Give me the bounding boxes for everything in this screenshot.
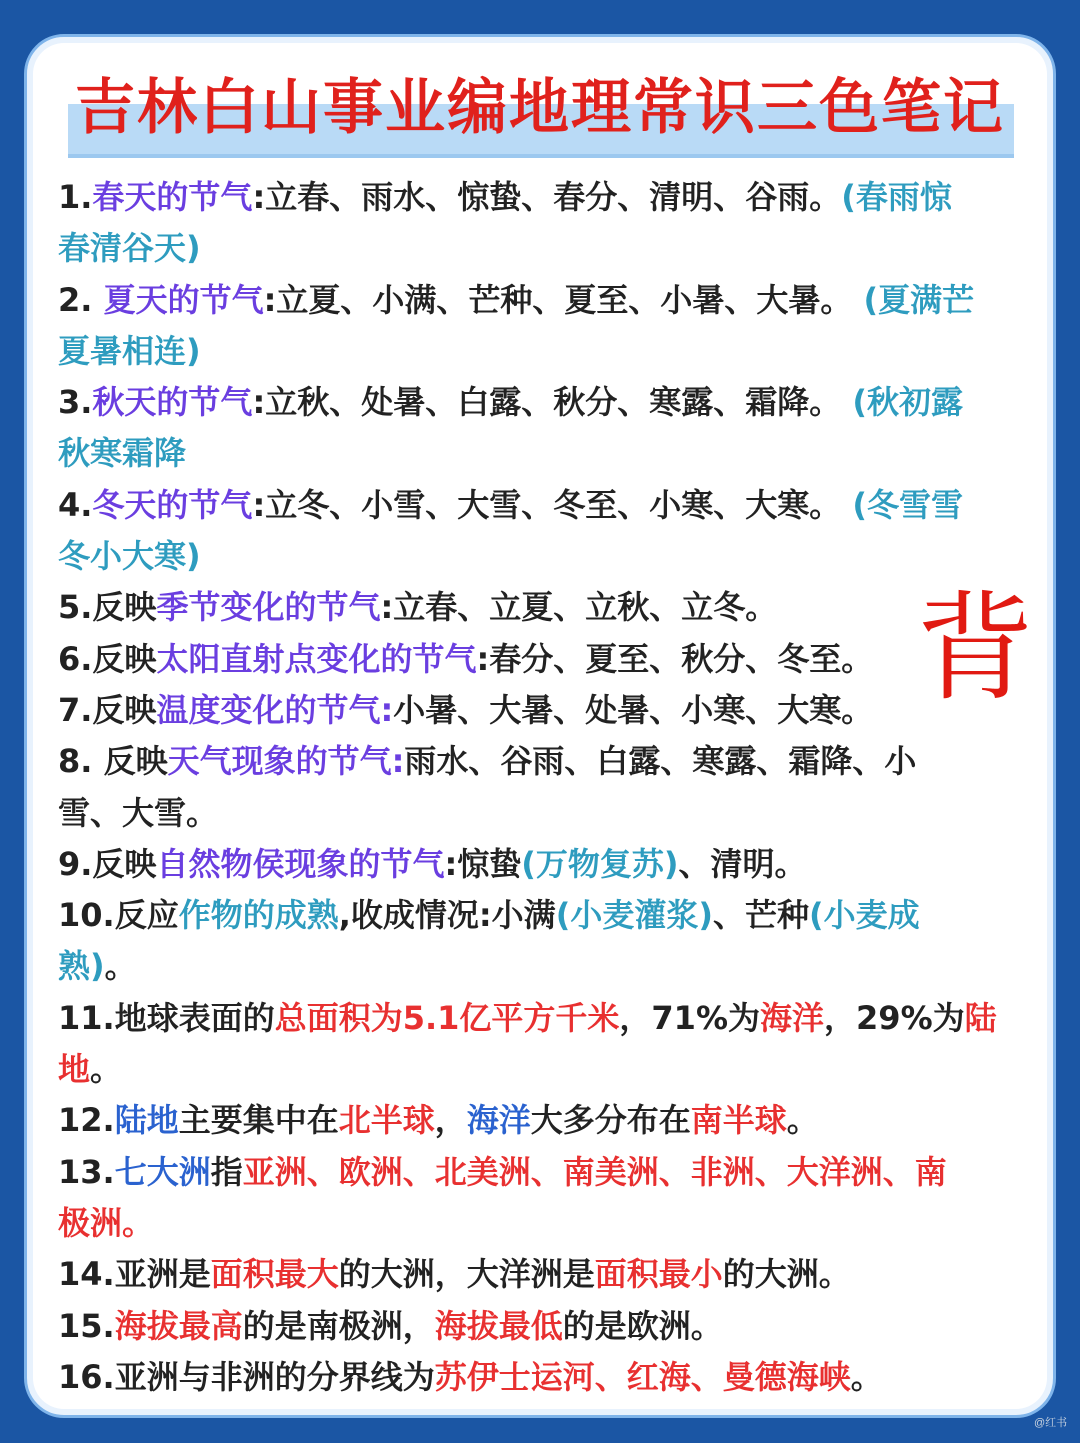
- note-segment: 16.亚洲与非洲的分界线为: [58, 1357, 435, 1396]
- note-segment: ，71%为: [619, 998, 761, 1037]
- note-segment: 春清谷天): [58, 229, 201, 268]
- note-segment: 秋天的节气: [92, 383, 253, 422]
- note-segment: 8. 反映: [58, 742, 168, 781]
- note-line: [58, 1044, 1018, 1095]
- note-segment: 夏天的节气: [103, 280, 264, 319]
- note-segment: 5.反映: [58, 588, 157, 627]
- note-segment: 1.: [58, 178, 93, 216]
- note-line: [58, 1301, 1018, 1352]
- note-line: [58, 685, 1018, 736]
- note-segment: 季节变化的节气: [156, 588, 381, 627]
- note-segment: 的大洲，大洋洲是: [338, 1255, 595, 1294]
- note-segment: 。: [850, 1357, 883, 1396]
- note-segment: 9.反映: [58, 844, 157, 883]
- note-segment: 春天的节气: [92, 178, 253, 216]
- note-segment: 苏伊士运河、红海、曼德海峡: [434, 1357, 851, 1396]
- note-segment: 陆: [964, 998, 997, 1037]
- note-line: [58, 634, 1018, 685]
- note-line: [58, 172, 1018, 223]
- note-segment: :立秋、处暑、白露、秋分、寒露、霜降。: [252, 383, 853, 422]
- note-segment: 七大洲: [114, 1152, 211, 1191]
- note-segment: 的大洲。: [722, 1255, 851, 1294]
- note-line: [58, 1198, 1018, 1249]
- note-segment: :春分、夏至、秋分、冬至。: [476, 639, 874, 678]
- note-segment: ，29%为: [824, 998, 965, 1037]
- note-segment: 的是欧洲。: [562, 1306, 723, 1345]
- note-line: [58, 1352, 1018, 1403]
- note-line: [58, 531, 1018, 582]
- watermark: @红书: [1034, 1417, 1068, 1429]
- note-segment: 2.: [58, 280, 104, 319]
- note-line: [58, 223, 1018, 274]
- note-line: [58, 1249, 1018, 1300]
- note-segment: 冬小大寒): [58, 537, 201, 576]
- note-segment: 海洋: [760, 998, 825, 1037]
- note-segment: 海拔最高: [114, 1306, 243, 1345]
- note-segment: 15.: [58, 1306, 115, 1345]
- note-segment: 秋寒霜降: [58, 434, 187, 473]
- note-line: [58, 326, 1018, 377]
- note-segment: 南半球: [690, 1101, 787, 1140]
- note-segment: ，: [434, 1101, 467, 1140]
- notes-list: [58, 172, 1018, 1403]
- note-segment: 14.亚洲是: [58, 1255, 211, 1294]
- note-segment: 7.反映: [58, 690, 157, 729]
- note-segment: 11.地球表面的: [58, 998, 275, 1037]
- note-segment: :立夏、小满、芒种、夏至、小暑、大暑。: [263, 280, 864, 319]
- note-segment: 、芒种: [712, 896, 809, 935]
- note-segment: ,收成情况:小满: [338, 896, 556, 935]
- note-segment: 。: [104, 947, 137, 986]
- note-segment: 。: [786, 1101, 819, 1140]
- note-segment: 面积最小: [594, 1255, 723, 1294]
- note-line: [58, 890, 1018, 941]
- note-segment: 自然物侯现象的节气: [156, 844, 445, 883]
- note-segment: (冬雪雪: [852, 485, 964, 524]
- note-segment: 4.: [58, 485, 93, 524]
- note-segment: 雨水、谷雨、白露、寒露、霜降、小: [404, 742, 917, 781]
- note-segment: 温度变化的节气:: [156, 690, 394, 729]
- note-segment: :立春、雨水、惊蛰、春分、清明、谷雨。: [252, 178, 842, 216]
- note-segment: (小麦成: [808, 896, 920, 935]
- note-segment: 12.: [58, 1101, 115, 1140]
- note-line: [58, 582, 1018, 633]
- note-segment: (小麦灌浆): [555, 896, 713, 935]
- note-line: [58, 377, 1018, 428]
- memorize-stamp: 背: [916, 579, 1035, 717]
- note-segment: 海拔最低: [434, 1306, 563, 1345]
- note-segment: 总面积为5.1亿平方千米: [274, 998, 620, 1037]
- note-segment: 熟): [58, 947, 105, 986]
- note-segment: 夏暑相连): [58, 331, 201, 370]
- note-segment: 亚洲、欧洲、北美洲、南美洲、非洲、大洋洲、南: [242, 1152, 947, 1191]
- note-segment: 小暑、大暑、处暑、小寒、大寒。: [393, 690, 874, 729]
- note-line: [58, 428, 1018, 479]
- note-segment: 指: [210, 1152, 243, 1191]
- note-segment: 3.: [58, 383, 93, 422]
- note-segment: 海洋: [466, 1101, 531, 1140]
- note-segment: 6.反映: [58, 639, 157, 678]
- note-line: [58, 1095, 1018, 1146]
- note-segment: 冬天的节气: [92, 485, 253, 524]
- note-line: [58, 1147, 1018, 1198]
- note-line: [58, 788, 1018, 839]
- page-title: 吉林白山事业编地理常识三色笔记: [75, 73, 1005, 143]
- note-segment: :立冬、小雪、大雪、冬至、小寒、大寒。: [252, 485, 853, 524]
- note-segment: 、清明。: [678, 844, 807, 883]
- note-segment: 地: [58, 1050, 91, 1089]
- note-line: [58, 941, 1018, 992]
- note-segment: (秋初露: [852, 383, 964, 422]
- note-segment: 极洲。: [58, 1203, 155, 1242]
- note-segment: 太阳直射点变化的节气: [156, 639, 477, 678]
- note-line: [58, 736, 1018, 787]
- note-segment: 雪、大雪。: [58, 793, 219, 832]
- note-segment: 10.反应: [58, 896, 179, 935]
- note-line: [58, 839, 1018, 890]
- note-segment: 13.: [58, 1152, 115, 1191]
- note-segment: (春雨惊: [841, 178, 952, 216]
- note-segment: 。: [90, 1050, 123, 1089]
- note-segment: 的是南极洲，: [242, 1306, 435, 1345]
- note-segment: :惊蛰: [444, 844, 522, 883]
- note-segment: :立春、立夏、立秋、立冬。: [380, 588, 778, 627]
- note-segment: (万物复苏): [521, 844, 679, 883]
- note-segment: 大多分布在: [530, 1101, 691, 1140]
- note-segment: 主要集中在: [178, 1101, 339, 1140]
- note-line: [58, 480, 1018, 531]
- note-line: [58, 275, 1018, 326]
- note-line: [58, 993, 1018, 1044]
- note-segment: 面积最大: [210, 1255, 339, 1294]
- note-segment: 天气现象的节气:: [167, 742, 405, 781]
- note-segment: 作物的成熟: [178, 896, 339, 935]
- note-segment: 北半球: [338, 1101, 435, 1140]
- note-segment: (夏满芒: [863, 280, 975, 319]
- note-segment: 陆地: [114, 1101, 179, 1140]
